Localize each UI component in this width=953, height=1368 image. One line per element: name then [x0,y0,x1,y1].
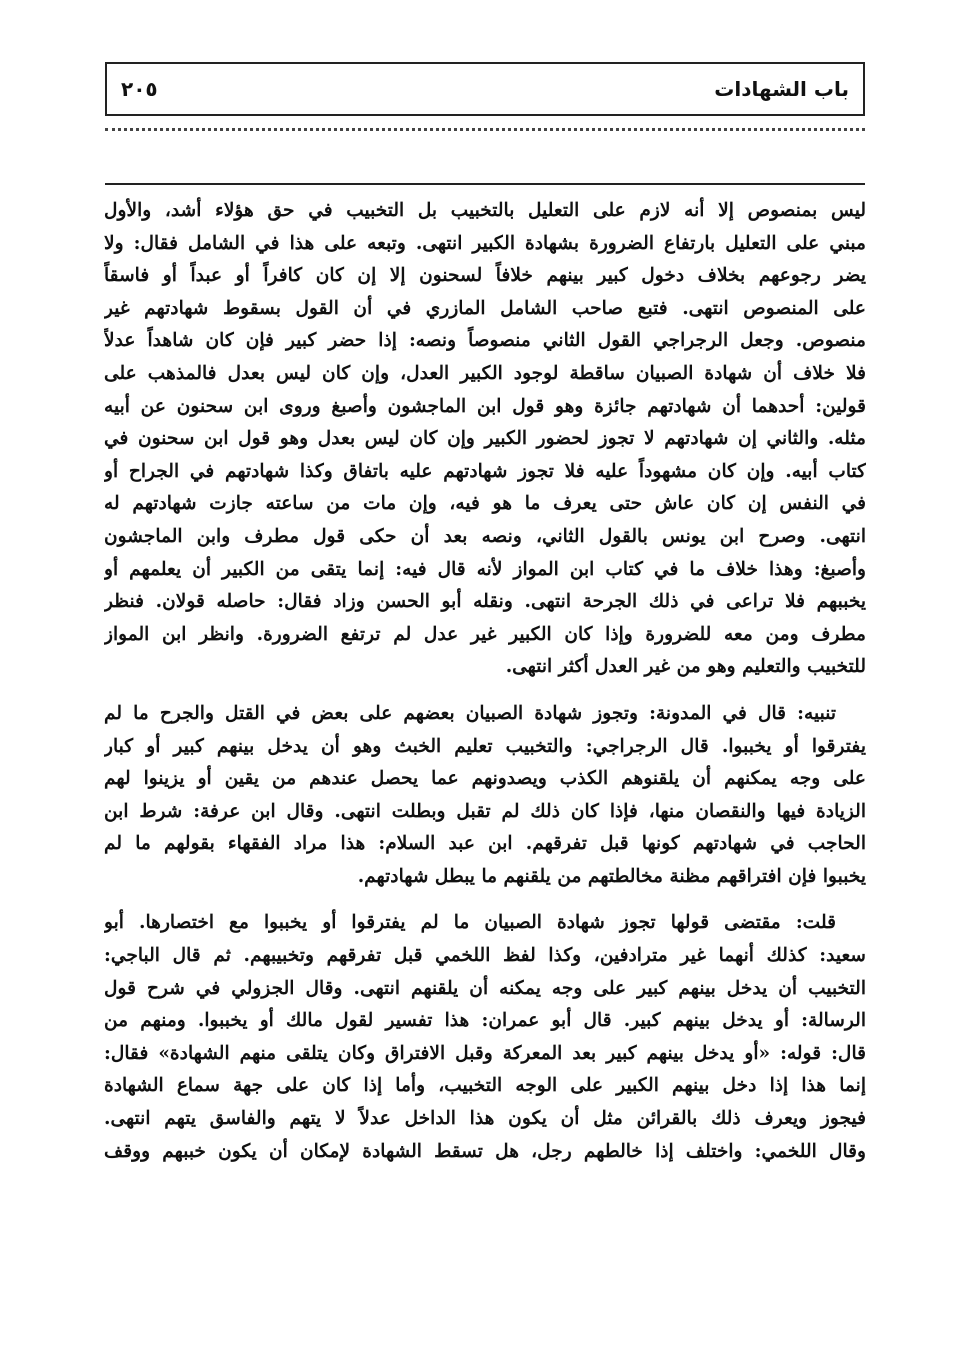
text-line: يفترقوا أو يخببوا. قال الرجراجي: والتخبيب تعليم الخبث وهو أن يدخل بينهم كبير أو كبار [104,735,866,757]
text-line: وأصبغ: وهذا خلاف ما في كتاب ابن المواز لأنه قال فيه: إنما يتقى من الكبير أن يعلمهم أو [104,558,866,580]
text-line: كتاب أبيه. وإن كان مشهوداً عليه فلا تجوز شهادتهم عليه باتفاق وكذا شهادتهم في الجراح أو [104,460,866,482]
text-line: فلا خلاف أن شهادة الصبيان ساقطة لوجود الكبير العدل، وإن كان ليس بعدل فالمذهب على [104,362,866,384]
text-line: مطرف ومن معه للضرورة وإذا كان الكبير غير عدل لم ترتفع الضرورة. وانظر ابن المواز [104,623,866,645]
text-line: ليس بمنصوص إلا أنه لازم على التعليل بالتخبيب بل التخبيب في حق هؤلاء أشد، والأول [104,200,866,221]
text-line: سعيد: كذلك أنهما غير مترادفين، وكذا لفظ اللخمي قبل تفرقهم وتخبيبهم. ثم قال الباجي: [104,945,866,967]
text-line: للتخبيب والتعليم وهو من غير العدل أكثر انتهى. [505,656,866,678]
paragraph-3 [104,907,866,1168]
chapter-title: باب الشهادات [714,77,849,101]
text-line: التخبيب أن يدخل بينهم كبير على وجه يمكنه أن يلقنهم انتهى. وقال الجزولي في شرح قول [104,977,866,999]
paragraph-2 [104,698,866,894]
page-number: ٢٠٥ [121,77,158,101]
text-line: الزيادة فيها والنقصان منها، فإذا كان ذلك لم تقبل وبطلت انتهى. وقال ابن عرفة: شرط ابن [104,800,866,822]
text-line: على وجه يمكنهم أن يلقنوهم الكذب ويصدونهم عما يحصل عندهم من يقين أو يزينوا لهم [104,768,866,790]
text-line: يضر رجوعهم بخلاف دخول كبير بينهم خلافاً لسحنون إلا إن كان كافراً أو عبداً أو فاسقاً [104,265,866,287]
text-line: يخببوا فإن افتراقهم مظنة مخالطتهم من يلقنهم ما يبطل شهادتهم. [357,865,866,887]
text-line: في النفس إن كان عاش حتى يعرف ما هو فيه، وإن مات من ساعته جازت شهادتهم له [104,493,866,515]
paragraph-1 [104,195,866,684]
text-line: انتهى. وصرح ابن يونس بالقول الثاني، ونصه بعد أن حكى قول مطرف وابن الماجشون [104,525,866,547]
text-line: يخببهم فلا تراعى في ذلك الجرحة انتهى. ونقله أبو الحسن وزاد فقال: حاصله قولان. فنظر [104,591,866,613]
text-line: فيجوز ويعرف ذلك بالقرائن مثل أن يكون هذا الداخل عدلاً لا يتهم والفاسق يتهم انتهى. [104,1108,866,1130]
text-line: الرسالة: أو يدخل بينهم كبير. قال أبو عمران: هذا تفسير لقول مالك أو يخببوا. ومنهم من [104,1010,866,1032]
text-rule [105,183,865,185]
body-text [104,195,866,1168]
text-line: على المنصوص انتهى. فتبع صاحب الشامل المازري في أن القول بسقوط شهادتهم غير [104,297,866,319]
text-line: إنما هذا إذا دخل بينهم الكبير على الوجه التخبيب، وأما إذا كان على جهة سماع الشهادة [104,1075,866,1097]
text-line: مبني على التعليل بارتفاع الضرورة بشهادة الكبير انتهى. وتبعه على هذا في الشامل فقال: ولا [104,232,866,254]
text-line: منصوص. وجعل الرجراجي القول الثاني منصوصاً ونصه: إذا حضر كبير فإن كان شاهداً عدلاً [104,330,866,352]
text-line: تنبيه: قال في المدونة: وتجوز شهادة الصبيان بعضهم على بعض في القتل والجرح ما لم [104,702,836,724]
text-line: مثله. والثاني إن شهادتهم لا تجوز لحضور الكبير وإن كان ليس بعدل وهو قول ابن سحنون في [104,428,866,450]
text-line: قلت: مقتضى قولها تجوز شهادة الصبيان ما لم يفترقوا أو يخببوا مع اختصارها. أبو [104,912,836,934]
dotted-divider [105,128,865,135]
text-line: الحاجب في شهادتهم كونها قبل تفرقهم. ابن عبد السلام: هذا مراد الفقهاء بقولهم ما لم [104,833,866,855]
text-line: وقال اللخمي: واختلف إذا خالطهم رجل، هل تسقط الشهادة لإمكان أن يكون خببهم ووقف [104,1140,866,1162]
page-header [105,62,865,116]
text-line: قال: قوله: «أو يدخل بينهم كبير بعد المعركة وقبل الافتراق وكان يتلقى منهم الشهادة» فقال: [104,1042,866,1064]
text-line: قولين: أحدهما أن شهادتهم جائزة وهو قول ابن الماجشون وأصبغ وروى ابن سحنون عن أبيه [104,395,866,417]
